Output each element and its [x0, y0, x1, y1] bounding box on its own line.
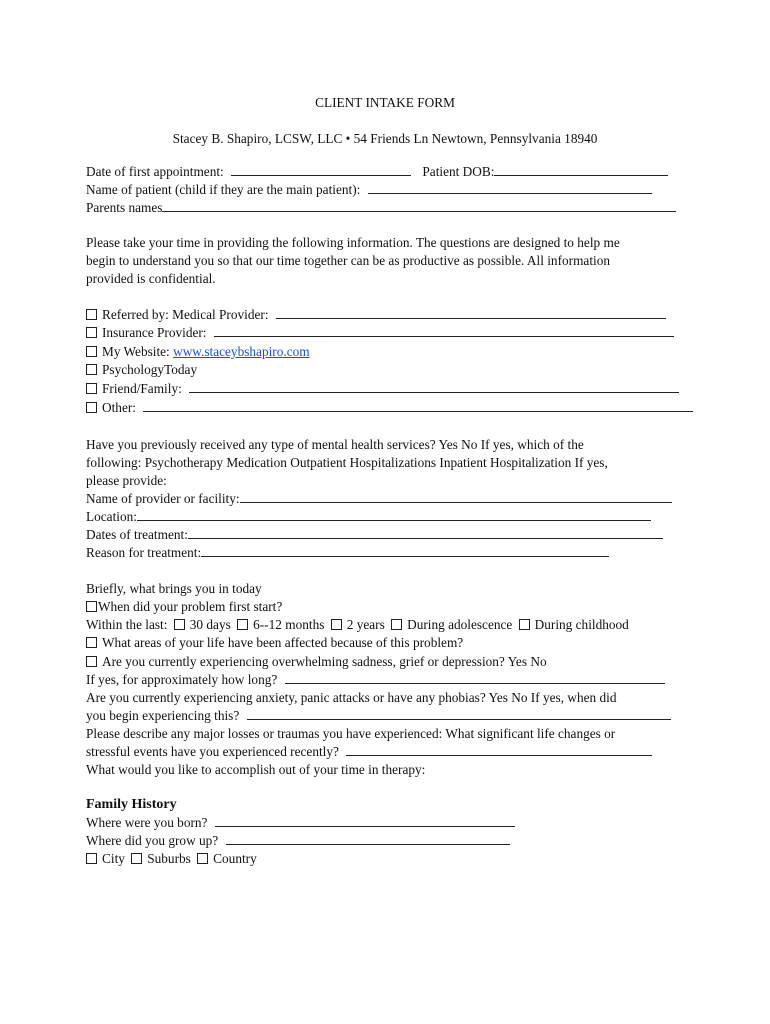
how-long-field[interactable]: [285, 671, 665, 684]
location-row: [86, 508, 651, 526]
first-appointment-row: [86, 163, 668, 181]
dates-field[interactable]: [188, 526, 663, 539]
problem-start-row: [86, 598, 282, 616]
areas-affected-checkbox[interactable]: [86, 637, 97, 648]
opt-adolescence-label: During adolescence: [407, 617, 513, 632]
opt-30days-label: 30 days: [189, 617, 231, 632]
opt-adolescence-checkbox[interactable]: [391, 619, 402, 630]
areas-affected-label: What areas of your life have been affected because of this problem?: [102, 635, 464, 650]
patient-name-label: Name of patient (child if they are the main patient):: [86, 182, 361, 197]
referral-website-row: [86, 343, 310, 361]
intro-line-2: begin to understand you so that our time together can be as productive as possible. All information: [86, 253, 611, 268]
opt-6-12-checkbox[interactable]: [237, 619, 248, 630]
patient-dob-label: Patient DOB:: [422, 164, 495, 179]
grew-up-field[interactable]: [226, 832, 510, 845]
referral-website-label: My Website:: [102, 344, 170, 359]
dates-row: [86, 526, 663, 544]
referral-insurance-field[interactable]: [214, 324, 674, 337]
practice-info: Stacey B. Shapiro, LCSW, LLC • 54 Friends Ln Newtown, Pennsylvania 18940: [172, 131, 598, 146]
anxiety-field[interactable]: [247, 707, 671, 720]
reason-row: [86, 544, 609, 562]
website-link[interactable]: www.staceybshapiro.com: [173, 344, 310, 359]
suburbs-label: Suburbs: [147, 851, 191, 866]
grew-up-row: [86, 832, 510, 850]
sadness-row: [86, 653, 547, 671]
opt-30days-checkbox[interactable]: [174, 619, 185, 630]
country-checkbox[interactable]: [197, 853, 208, 864]
how-long-row: [86, 671, 665, 689]
problem-start-checkbox[interactable]: [86, 601, 97, 612]
opt-2years-label: 2 years: [346, 617, 385, 632]
prior-services-line-2: following: Psychotherapy Medication Outpatient Hospitalizations Inpatient Hospitalization If yes,: [86, 455, 608, 470]
suburbs-checkbox[interactable]: [131, 853, 142, 864]
referral-psychtoday-row: [86, 361, 197, 379]
referral-friend-checkbox[interactable]: [86, 383, 97, 394]
intro-line-1: Please take your time in providing the following information. The questions are designed to help me: [86, 235, 620, 250]
areas-affected-row: [86, 634, 463, 652]
brief-question: Briefly, what brings you in today: [86, 581, 262, 596]
referral-other-checkbox[interactable]: [86, 402, 97, 413]
prior-services-line-1: Have you previously received any type of mental health services? Yes No If yes, which of the: [86, 437, 584, 452]
parents-field[interactable]: [162, 199, 676, 212]
referral-website-checkbox[interactable]: [86, 346, 97, 357]
dates-label: Dates of treatment:: [86, 527, 188, 542]
provider-label: Name of provider or facility:: [86, 491, 240, 506]
losses-line-1: Please describe any major losses or traumas you have experienced: What significant life changes or: [86, 726, 616, 741]
within-last-row: [86, 616, 629, 634]
referral-insurance-label: Insurance Provider:: [102, 325, 207, 340]
provider-row: [86, 490, 672, 508]
losses-field[interactable]: [346, 743, 652, 756]
family-history-heading: Family History: [86, 797, 177, 812]
within-last-label: Within the last:: [86, 617, 168, 632]
prior-services-line-3: please provide:: [86, 473, 167, 488]
referral-other-row: [86, 399, 693, 417]
provider-field[interactable]: [240, 490, 672, 503]
referral-medical-label: Referred by: Medical Provider:: [102, 307, 269, 322]
first-appointment-label: Date of first appointment:: [86, 164, 224, 179]
area-type-row: [86, 850, 257, 868]
referral-medical-checkbox[interactable]: [86, 309, 97, 320]
referral-psychtoday-checkbox[interactable]: [86, 364, 97, 375]
referral-friend-row: [86, 380, 679, 398]
born-row: [86, 814, 515, 832]
accomplish-question: What would you like to accomplish out of your time in therapy:: [86, 762, 426, 777]
losses-row-2: [86, 743, 652, 761]
parents-label: Parents names: [86, 200, 163, 215]
referral-psychtoday-label: PsychologyToday: [102, 362, 198, 377]
grew-up-label: Where did you grow up?: [86, 833, 219, 848]
referral-other-label: Other:: [102, 400, 136, 415]
patient-name-field[interactable]: [368, 181, 652, 194]
sadness-checkbox[interactable]: [86, 656, 97, 667]
reason-field[interactable]: [201, 544, 609, 557]
how-long-label: If yes, for approximately how long?: [86, 672, 278, 687]
referral-medical-row: [86, 306, 666, 324]
country-label: Country: [213, 851, 257, 866]
losses-line-2: stressful events have you experienced recently?: [86, 744, 339, 759]
location-field[interactable]: [137, 508, 651, 521]
reason-label: Reason for treatment:: [86, 545, 202, 560]
referral-medical-field[interactable]: [276, 306, 666, 319]
parents-row: [86, 199, 676, 217]
city-label: City: [102, 851, 125, 866]
city-checkbox[interactable]: [86, 853, 97, 864]
patient-dob-field[interactable]: [494, 163, 668, 176]
first-appointment-field[interactable]: [231, 163, 411, 176]
opt-6-12-label: 6--12 months: [253, 617, 325, 632]
anxiety-row-2: [86, 707, 671, 725]
intro-line-3: provided is confidential.: [86, 271, 216, 286]
anxiety-line-1: Are you currently experiencing anxiety, panic attacks or have any phobias? Yes No If yes, when did: [86, 690, 617, 705]
patient-name-row: [86, 181, 652, 199]
referral-friend-label: Friend/Family:: [102, 381, 182, 396]
opt-childhood-label: During childhood: [534, 617, 629, 632]
referral-other-field[interactable]: [143, 399, 693, 412]
sadness-label: Are you currently experiencing overwhelming sadness, grief or depression? Yes No: [102, 654, 547, 669]
opt-2years-checkbox[interactable]: [331, 619, 342, 630]
problem-start-label: When did your problem first start?: [98, 599, 283, 614]
referral-friend-field[interactable]: [189, 380, 679, 393]
referral-insurance-checkbox[interactable]: [86, 327, 97, 338]
form-title: CLIENT INTAKE FORM: [315, 95, 455, 110]
referral-insurance-row: [86, 324, 674, 342]
born-field[interactable]: [215, 814, 515, 827]
born-label: Where were you born?: [86, 815, 208, 830]
location-label: Location:: [86, 509, 137, 524]
anxiety-line-2: you begin experiencing this?: [86, 708, 240, 723]
opt-childhood-checkbox[interactable]: [519, 619, 530, 630]
